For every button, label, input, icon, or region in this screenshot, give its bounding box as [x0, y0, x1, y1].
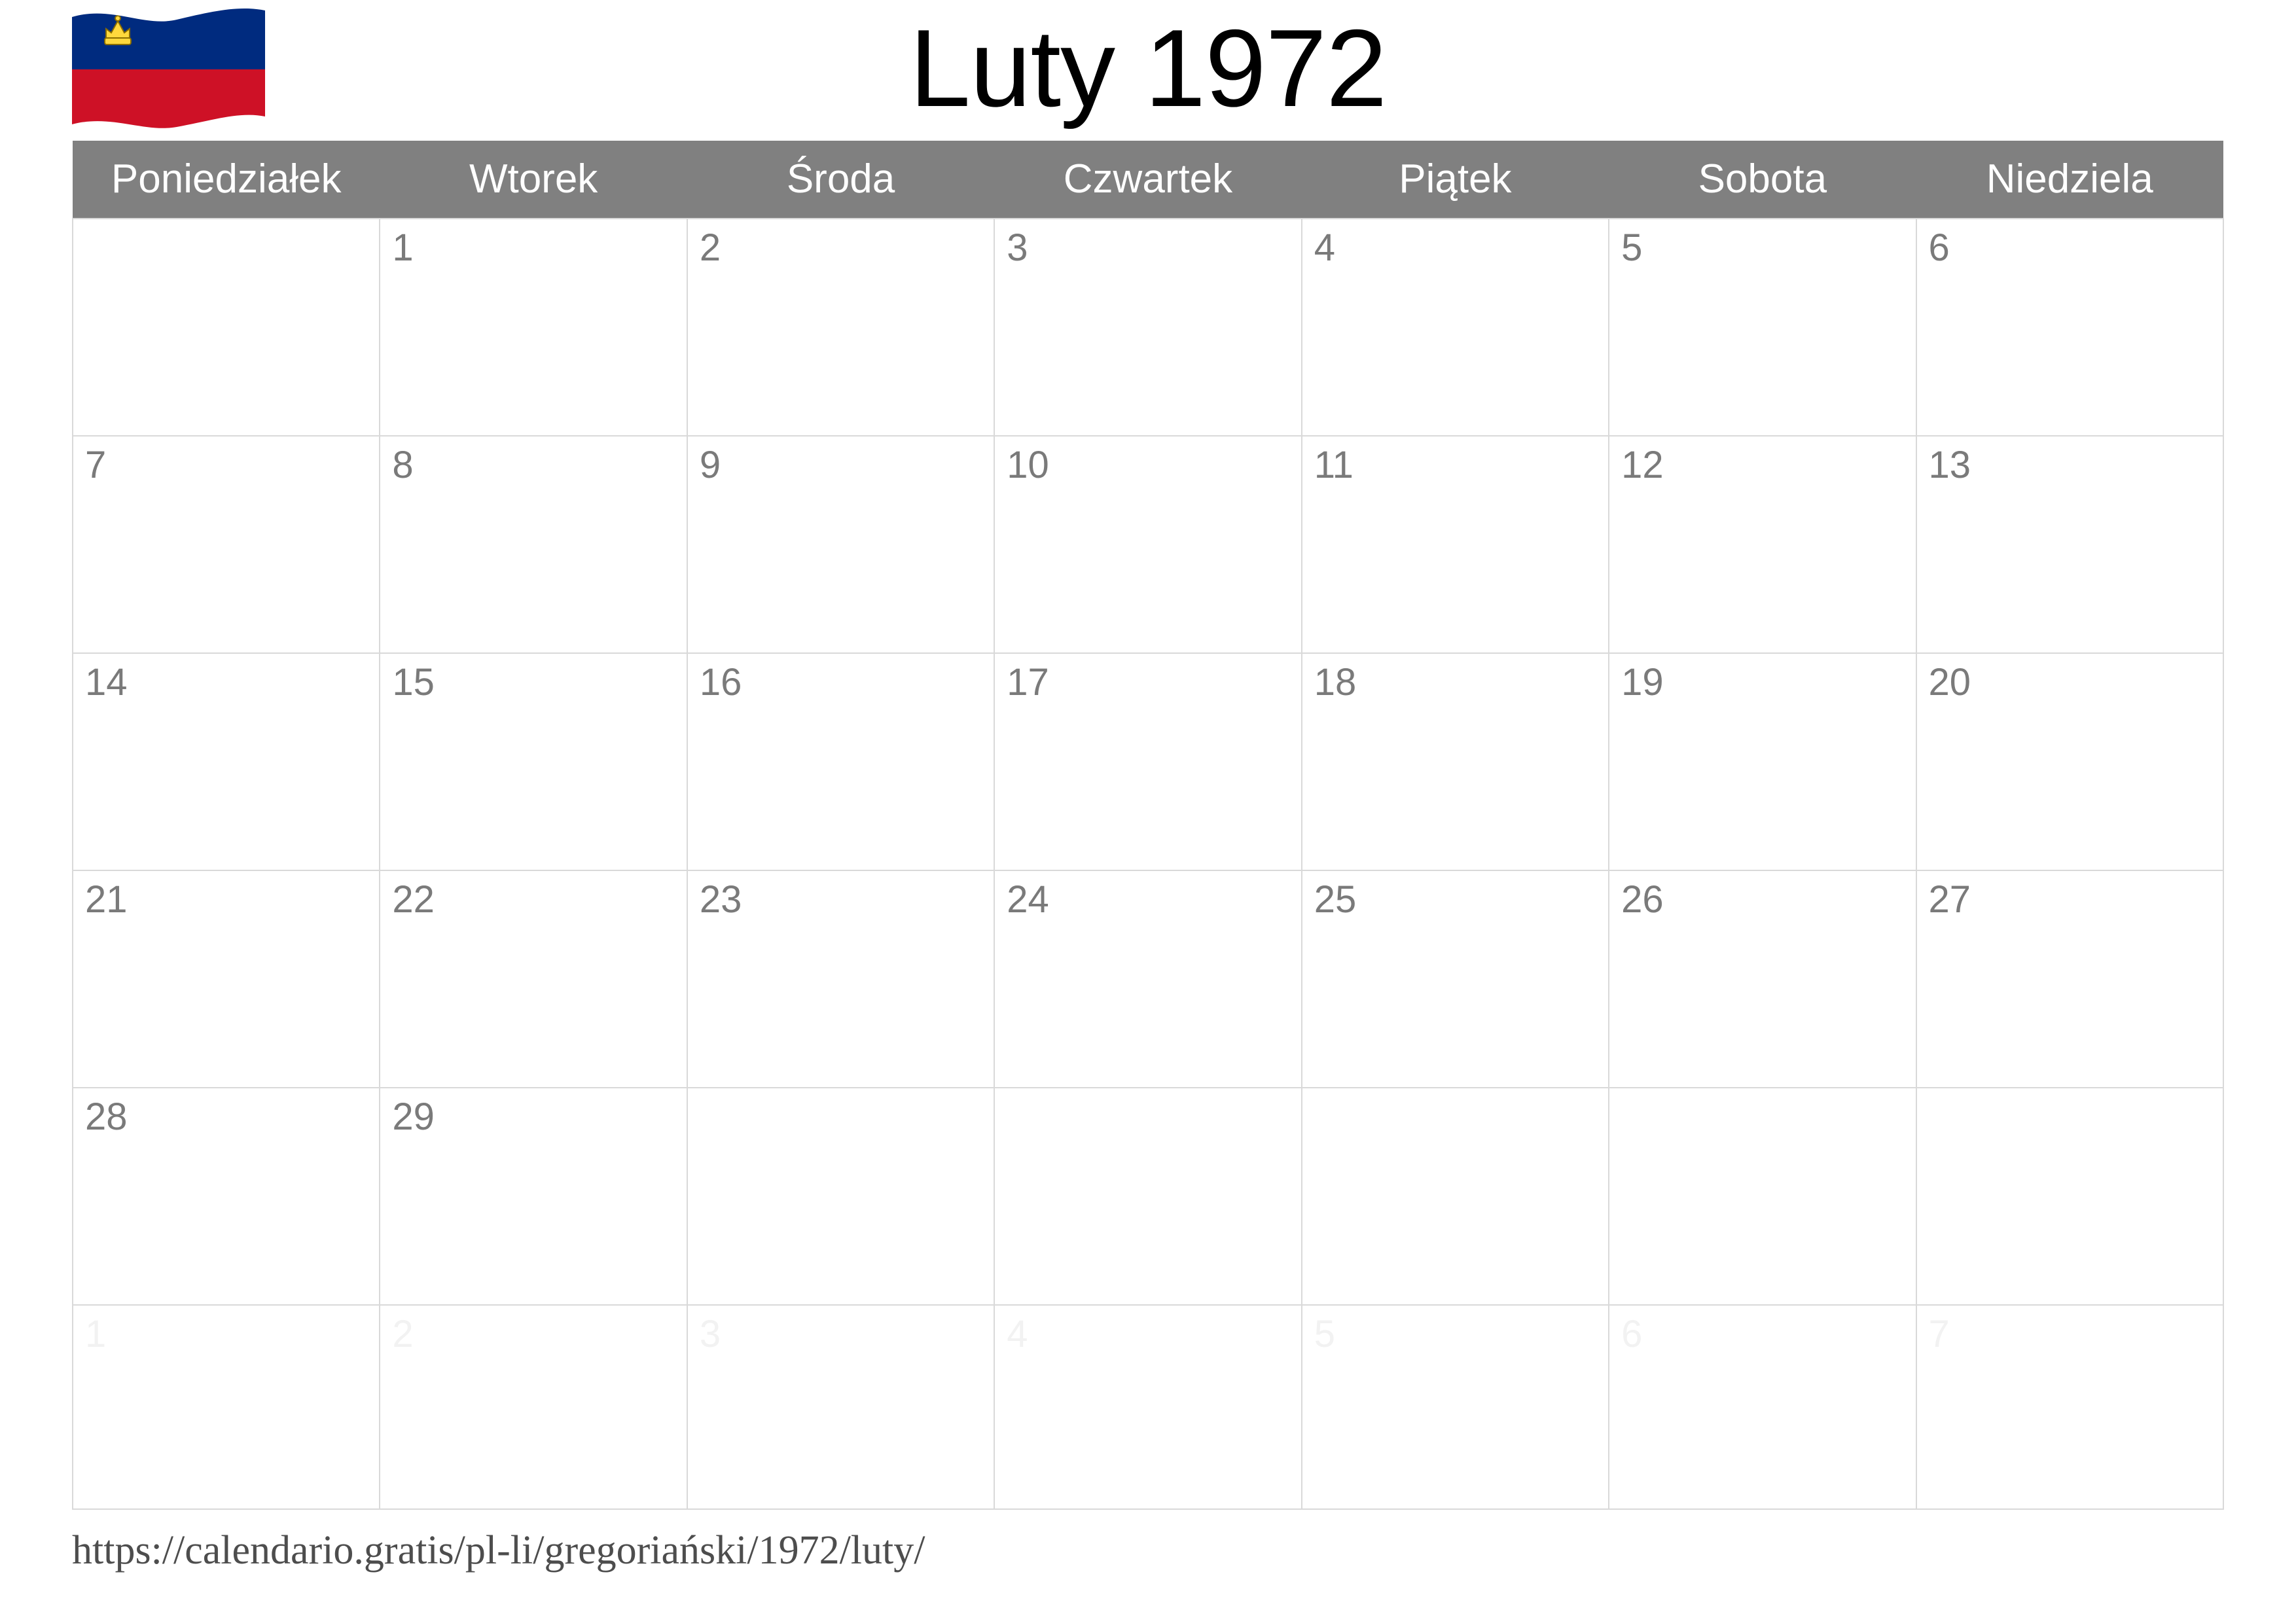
- day-number: 17: [1007, 661, 1049, 704]
- calendar-day-cell[interactable]: [73, 653, 380, 870]
- calendar-day-cell[interactable]: [1302, 1305, 1609, 1509]
- calendar-day-cell[interactable]: [994, 219, 1301, 436]
- calendar-day-cell[interactable]: [687, 653, 994, 870]
- calendar-day-cell[interactable]: [1302, 219, 1609, 436]
- source-url[interactable]: https://calendario.gratis/pl-li/gregoriański/1972/luty/: [72, 1528, 925, 1573]
- calendar-day-cell[interactable]: [1609, 1305, 1916, 1509]
- calendar-day-cell[interactable]: [687, 219, 994, 436]
- calendar-week-row: [73, 653, 2223, 870]
- calendar-day-cell[interactable]: [73, 1305, 380, 1509]
- calendar-day-cell[interactable]: [1609, 1088, 1916, 1305]
- calendar-day-cell[interactable]: [1302, 870, 1609, 1088]
- day-number: 7: [1928, 1313, 1950, 1355]
- day-number: 1: [85, 1313, 107, 1355]
- calendar-day-cell[interactable]: [380, 653, 687, 870]
- day-number: 26: [1621, 878, 1664, 921]
- calendar-day-cell[interactable]: [1916, 219, 2223, 436]
- calendar-day-cell[interactable]: [1302, 653, 1609, 870]
- day-number: 9: [699, 444, 721, 486]
- day-number: 5: [1621, 226, 1643, 269]
- day-number: 22: [392, 878, 435, 921]
- calendar-day-cell[interactable]: [1302, 1088, 1609, 1305]
- day-number: 3: [1007, 226, 1028, 269]
- calendar-day-cell[interactable]: [687, 1305, 994, 1509]
- liechtenstein-flag-icon: [72, 5, 265, 133]
- calendar-week-row: [73, 1088, 2223, 1305]
- calendar-day-cell[interactable]: [1609, 436, 1916, 653]
- calendar-day-cell[interactable]: [994, 870, 1301, 1088]
- calendar-day-cell[interactable]: [380, 1088, 687, 1305]
- calendar-day-cell[interactable]: [687, 436, 994, 653]
- day-number: 13: [1928, 444, 1971, 486]
- page-title: Luty 1972: [909, 7, 1387, 130]
- calendar-day-cell[interactable]: [1916, 1305, 2223, 1509]
- calendar-day-cell[interactable]: [994, 1088, 1301, 1305]
- calendar-day-cell[interactable]: [1916, 1088, 2223, 1305]
- day-number: 7: [85, 444, 107, 486]
- day-number: 11: [1314, 444, 1354, 486]
- day-number: 28: [85, 1096, 128, 1138]
- day-number: 5: [1314, 1313, 1335, 1355]
- calendar-day-cell[interactable]: [687, 1088, 994, 1305]
- day-number: 2: [699, 226, 721, 269]
- calendar-day-cell[interactable]: [1609, 870, 1916, 1088]
- day-number: 19: [1621, 661, 1664, 704]
- calendar-day-cell[interactable]: [994, 436, 1301, 653]
- day-number: 8: [392, 444, 414, 486]
- day-number: 29: [392, 1096, 435, 1138]
- day-number: 3: [699, 1313, 721, 1355]
- day-number: 12: [1621, 444, 1664, 486]
- calendar-week-row: [73, 219, 2223, 436]
- calendar-day-cell[interactable]: [994, 653, 1301, 870]
- day-number: 1: [392, 226, 414, 269]
- calendar-week-row: [73, 436, 2223, 653]
- calendar-day-cell[interactable]: [380, 1305, 687, 1509]
- day-number: 16: [699, 661, 742, 704]
- calendar-day-cell[interactable]: [1609, 219, 1916, 436]
- page-header: [72, 0, 2224, 141]
- weekday-header-thursday: Czwartek: [994, 141, 1301, 219]
- day-number: 10: [1007, 444, 1049, 486]
- calendar-header-row: [73, 141, 2223, 219]
- calendar-day-cell[interactable]: [73, 870, 380, 1088]
- weekday-header-sunday: Niedziela: [1916, 141, 2223, 219]
- day-number: 4: [1007, 1313, 1028, 1355]
- day-number: 15: [392, 661, 435, 704]
- calendar-day-cell[interactable]: [380, 436, 687, 653]
- calendar-day-cell[interactable]: [994, 1305, 1301, 1509]
- calendar-week-row-next-month: [73, 1305, 2223, 1509]
- calendar-day-cell[interactable]: [380, 870, 687, 1088]
- calendar-day-cell[interactable]: [73, 1088, 380, 1305]
- day-number: 20: [1928, 661, 1971, 704]
- day-number: 6: [1928, 226, 1950, 269]
- calendar-day-cell[interactable]: [687, 870, 994, 1088]
- day-number: 27: [1928, 878, 1971, 921]
- day-number: 6: [1621, 1313, 1643, 1355]
- calendar-day-cell[interactable]: [1302, 436, 1609, 653]
- day-number: 24: [1007, 878, 1049, 921]
- day-number: 2: [392, 1313, 414, 1355]
- calendar-day-cell[interactable]: [73, 219, 380, 436]
- weekday-header-wednesday: Środa: [687, 141, 994, 219]
- calendar-week-row: [73, 870, 2223, 1088]
- day-number: 25: [1314, 878, 1357, 921]
- day-number: 21: [85, 878, 128, 921]
- calendar-day-cell[interactable]: [380, 219, 687, 436]
- weekday-header-friday: Piątek: [1302, 141, 1609, 219]
- calendar-day-cell[interactable]: [1916, 653, 2223, 870]
- weekday-header-monday: Poniedziałek: [73, 141, 380, 219]
- calendar-table: [72, 141, 2224, 1510]
- calendar-day-cell[interactable]: [1609, 653, 1916, 870]
- day-number: 4: [1314, 226, 1335, 269]
- weekday-header-tuesday: Wtorek: [380, 141, 687, 219]
- day-number: 23: [699, 878, 742, 921]
- calendar-day-cell[interactable]: [1916, 436, 2223, 653]
- weekday-header-saturday: Sobota: [1609, 141, 1916, 219]
- calendar-day-cell[interactable]: [73, 436, 380, 653]
- day-number: 14: [85, 661, 128, 704]
- day-number: 18: [1314, 661, 1357, 704]
- calendar-day-cell[interactable]: [1916, 870, 2223, 1088]
